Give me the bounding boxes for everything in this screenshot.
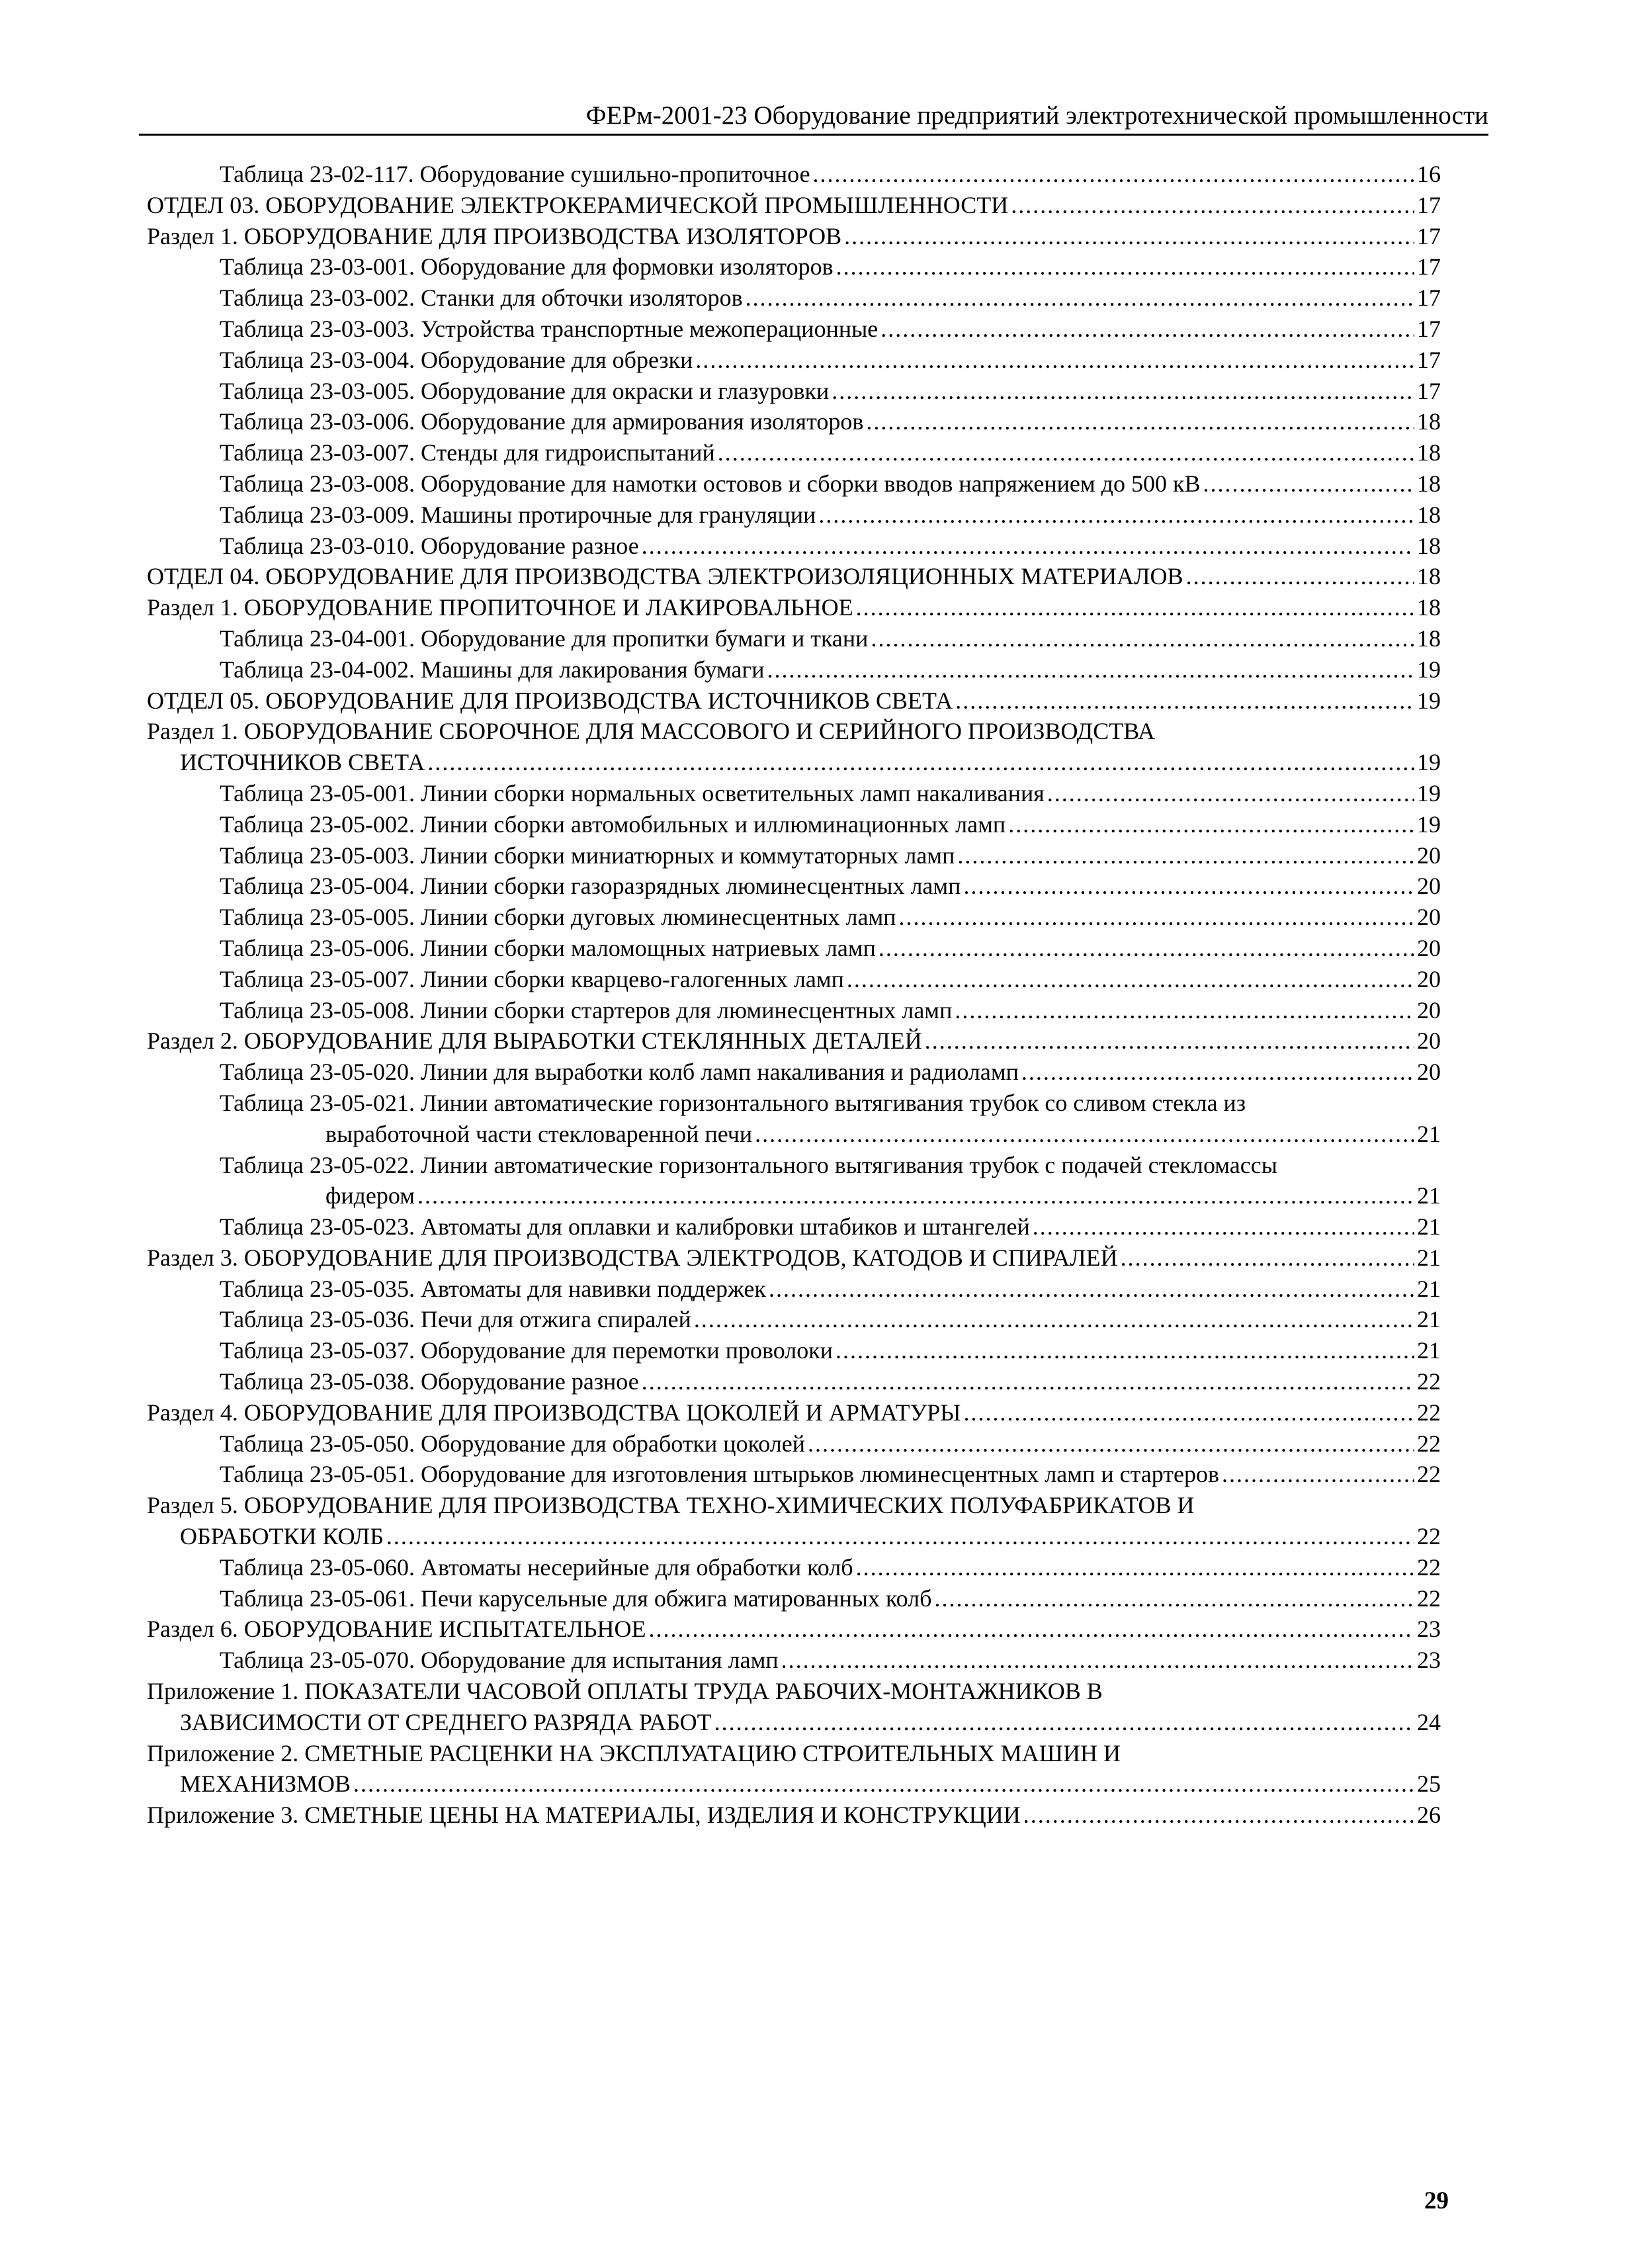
toc-page-number: 20 (1417, 996, 1441, 1024)
toc-entry-section[interactable] (147, 1614, 1441, 1645)
toc-page-number: 24 (1417, 1708, 1441, 1735)
toc-page-number: 21 (1417, 1306, 1441, 1333)
dot-leader (856, 592, 1414, 623)
toc-entry-appendix[interactable] (147, 1800, 1441, 1831)
toc-entry-section[interactable] (147, 716, 1441, 778)
dot-leader (755, 1119, 1414, 1150)
toc-entry-title: Таблица 23-05-003. Линии сборки миниатюрных и коммутаторных ламп (220, 842, 955, 869)
dot-leader (964, 1397, 1414, 1428)
dot-leader (844, 221, 1414, 252)
toc-page-number: 18 (1417, 563, 1441, 590)
toc-entry-title: фидером (325, 1182, 415, 1209)
toc-page-number: 17 (1417, 377, 1441, 404)
toc-entry-title: Таблица 23-03-006. Оборудование для армирования изоляторов (220, 408, 864, 435)
toc-page-number: 18 (1417, 625, 1441, 652)
dot-leader (899, 902, 1414, 933)
dot-leader (1047, 778, 1414, 809)
dot-leader (832, 376, 1414, 407)
toc-page-number: 17 (1417, 222, 1441, 249)
dot-leader (695, 345, 1414, 376)
toc-page-number: 19 (1417, 779, 1441, 807)
toc-page-number: 20 (1417, 873, 1441, 900)
toc-entry-table[interactable] (147, 314, 1441, 345)
toc-page-number: 21 (1417, 1213, 1441, 1241)
dot-leader (386, 1521, 1414, 1552)
toc-entry-table[interactable] (147, 1459, 1441, 1490)
toc-page-number: 25 (1417, 1770, 1441, 1798)
toc-entry-title: Таблица 23-04-001. Оборудование для пропитки бумаги и ткани (220, 625, 869, 652)
dot-leader (1121, 1243, 1414, 1274)
toc-entry-title: Таблица 23-05-022. Линии автоматические горизонтального вытягивания трубок с подачей стекломассы (220, 1151, 1277, 1178)
toc-entry-table[interactable] (147, 1211, 1441, 1243)
toc-page-number: 19 (1417, 656, 1441, 683)
toc-entry-table[interactable] (147, 995, 1441, 1026)
toc-entry-title: Таблица 23-05-008. Линии сборки стартеров для люминесцентных ламп (220, 996, 953, 1024)
toc-page-number: 18 (1417, 594, 1441, 621)
dot-leader (718, 437, 1414, 468)
toc-entry-section[interactable] (147, 1025, 1441, 1057)
toc-entry-table[interactable] (147, 531, 1441, 562)
toc-entry-title: Раздел 2. ОБОРУДОВАНИЕ ДЛЯ ВЫРАБОТКИ СТЕКЛЯННЫХ ДЕТАЛЕЙ (147, 1027, 922, 1055)
toc-page-number: 18 (1417, 408, 1441, 435)
toc-entry-title: Таблица 23-03-005. Оборудование для окраски и глазуровки (220, 377, 830, 404)
toc-entry-title: Таблица 23-03-007. Стенды для гидроиспытаний (220, 439, 715, 466)
toc-page-number: 17 (1417, 346, 1441, 373)
toc-entry-title: МЕХАНИЗМОВ (180, 1770, 351, 1798)
toc-page-number: 22 (1417, 1523, 1441, 1550)
dot-leader (808, 1428, 1414, 1460)
toc-entry-title: Раздел 3. ОБОРУДОВАНИЕ ДЛЯ ПРОИЗВОДСТВА ЭЛЕКТРОДОВ, КАТОДОВ И СПИРАЛЕЙ (147, 1244, 1118, 1271)
dot-leader (836, 251, 1414, 283)
toc-page-number: 20 (1417, 965, 1441, 992)
toc-entry-section[interactable] (147, 592, 1441, 623)
toc-entry-section[interactable] (147, 1243, 1441, 1274)
dot-leader (871, 623, 1414, 654)
dot-leader (818, 500, 1414, 531)
dot-leader (878, 933, 1414, 964)
toc-entry-title: ОТДЕЛ 05. ОБОРУДОВАНИЕ ДЛЯ ПРОИЗВОДСТВА ИСТОЧНИКОВ СВЕТА (147, 687, 953, 714)
dot-leader (714, 1707, 1414, 1738)
toc-entry-table[interactable] (147, 1583, 1441, 1614)
toc-page-number: 22 (1417, 1585, 1441, 1612)
toc-entry-table[interactable] (147, 623, 1441, 654)
toc-page-number: 23 (1417, 1647, 1441, 1674)
toc-entry-table[interactable] (147, 1150, 1441, 1212)
toc-page-number: 20 (1417, 1027, 1441, 1055)
dot-leader (781, 1645, 1414, 1676)
dot-leader (963, 871, 1414, 902)
dot-leader (1021, 1057, 1414, 1088)
toc-page-number: 18 (1417, 501, 1441, 528)
dot-leader (1222, 1459, 1414, 1490)
toc-page-number: 21 (1417, 1182, 1441, 1209)
toc-entry-table[interactable] (147, 500, 1441, 531)
dot-leader (957, 840, 1414, 871)
toc-page-number: 17 (1417, 315, 1441, 342)
toc-entry-title: Таблица 23-05-035. Автоматы для навивки поддержек (220, 1275, 766, 1302)
dot-leader (1011, 190, 1414, 221)
toc-page-number: 18 (1417, 439, 1441, 466)
toc-entry-table[interactable] (147, 1088, 1441, 1150)
toc-page-number: 23 (1417, 1616, 1441, 1643)
toc-entry-title: Таблица 23-02-117. Оборудование сушильно-пропиточное (220, 161, 810, 187)
toc-entry-title: Раздел 1. ОБОРУДОВАНИЕ ДЛЯ ПРОИЗВОДСТВА ИЗОЛЯТОРОВ (147, 222, 842, 249)
toc-entry-table[interactable] (147, 437, 1441, 468)
dot-leader (880, 314, 1414, 345)
toc-entry-title: Таблица 23-05-070. Оборудование для испытания ламп (220, 1647, 779, 1674)
toc-entry-title: Раздел 6. ОБОРУДОВАНИЕ ИСПЫТАТЕЛЬНОЕ (147, 1616, 646, 1643)
page-number: 29 (1424, 2187, 1449, 2214)
toc-entry-table[interactable] (147, 809, 1441, 840)
toc-page-number: 16 (1417, 161, 1441, 187)
toc-entry-title: Таблица 23-03-001. Оборудование для формовки изоляторов (220, 253, 834, 281)
toc-entry-title: Таблица 23-03-008. Оборудование для намотки остовов и сборки вводов напряжением до 500 кВ (220, 470, 1201, 497)
toc-entry-title: Раздел 1. ОБОРУДОВАНИЕ ПРОПИТОЧНОЕ И ЛАКИРОВАЛЬНОЕ (147, 594, 853, 621)
toc-page-number: 22 (1417, 1430, 1441, 1457)
toc-entry-title: Таблица 23-05-060. Автоматы несерийные для обработки колб (220, 1553, 853, 1581)
toc-entry-table[interactable] (147, 654, 1441, 685)
toc-entry-section[interactable] (147, 1397, 1441, 1428)
toc-page-number: 19 (1417, 749, 1441, 776)
toc-page-number: 22 (1417, 1553, 1441, 1581)
dot-leader (427, 747, 1414, 778)
toc-entry-table[interactable] (147, 468, 1441, 500)
dot-leader (955, 685, 1414, 717)
toc-entry-title: Приложение 3. СМЕТНЫЕ ЦЕНЫ НА МАТЕРИАЛЫ, ИЗДЕЛИЯ И КОНСТРУКЦИИ (147, 1802, 1021, 1829)
dot-leader (694, 1304, 1414, 1335)
toc-page-number: 19 (1417, 687, 1441, 714)
dot-leader (1033, 1211, 1414, 1243)
toc-entry-table[interactable] (147, 1552, 1441, 1583)
toc-entry-appendix[interactable] (147, 1676, 1441, 1738)
toc-entry-table[interactable] (147, 933, 1441, 964)
toc-entry-table[interactable] (147, 376, 1441, 407)
toc-entry-table[interactable] (147, 1274, 1441, 1305)
toc-entry-section[interactable] (147, 1490, 1441, 1552)
toc-entry-title: Таблица 23-03-009. Машины протирочные для грануляции (220, 501, 816, 528)
toc-entry-title: ИСТОЧНИКОВ СВЕТА (180, 749, 425, 776)
toc-entry-title: Таблица 23-03-004. Оборудование для обрезки (220, 346, 693, 373)
dot-leader (649, 1614, 1414, 1645)
toc-entry-table[interactable] (147, 283, 1441, 314)
toc-entry-title: Таблица 23-03-002. Станки для обточки изоляторов (220, 284, 743, 312)
dot-leader (835, 1335, 1414, 1366)
toc-page-number: 26 (1417, 1802, 1441, 1829)
dot-leader (1008, 809, 1414, 840)
toc-page-number: 20 (1417, 1059, 1441, 1086)
toc-entry-title: Таблица 23-04-002. Машины для лакирования бумаги (220, 656, 765, 683)
toc-page-number: 22 (1417, 1368, 1441, 1395)
toc-entry-title: ОТДЕЛ 03. ОБОРУДОВАНИЕ ЭЛЕКТРОКЕРАМИЧЕСКОЙ ПРОМЫШЛЕННОСТИ (147, 191, 1009, 218)
toc-page-number: 17 (1417, 284, 1441, 312)
dot-leader (746, 283, 1414, 314)
toc-page-number: 21 (1417, 1120, 1441, 1147)
dot-leader (642, 1366, 1414, 1397)
toc-entry-title: Таблица 23-05-006. Линии сборки маломощных натриевых ламп (220, 934, 876, 961)
toc-entry-table[interactable] (147, 251, 1441, 283)
toc-entry-title: ОТДЕЛ 04. ОБОРУДОВАНИЕ ДЛЯ ПРОИЗВОДСТВА ЭЛЕКТРОИЗОЛЯЦИОННЫХ МАТЕРИАЛОВ (147, 563, 1183, 590)
toc-entry-title: Таблица 23-05-038. Оборудование разное (220, 1368, 639, 1395)
toc-entry-title: Таблица 23-05-002. Линии сборки автомобильных и иллюминационных ламп (220, 810, 1006, 838)
toc-entry-title: Таблица 23-05-037. Оборудование для перемотки проволоки (220, 1337, 833, 1364)
toc-entry-appendix[interactable] (147, 1738, 1441, 1800)
toc-entry-dept[interactable] (147, 561, 1441, 592)
toc-entry-title: Раздел 4. ОБОРУДОВАНИЕ ДЛЯ ПРОИЗВОДСТВА ЦОКОЛЕЙ И АРМАТУРЫ (147, 1399, 961, 1426)
dot-leader (866, 406, 1414, 437)
dot-leader (353, 1768, 1414, 1800)
toc-page-number: 18 (1417, 470, 1441, 497)
toc-entry-dept[interactable] (147, 190, 1441, 221)
toc-entry-title: Таблица 23-05-004. Линии сборки газоразрядных люминесцентных ламп (220, 873, 961, 900)
toc-entry-table[interactable] (147, 1304, 1441, 1335)
toc-entry-table[interactable] (147, 902, 1441, 933)
toc-entry-table[interactable] (147, 871, 1441, 902)
dot-leader (642, 531, 1414, 562)
toc-entry-title: Таблица 23-05-001. Линии сборки нормальных осветительных ламп накаливания (220, 779, 1045, 807)
toc-entry-title: Раздел 1. ОБОРУДОВАНИЕ СБОРОЧНОЕ ДЛЯ МАССОВОГО И СЕРИЙНОГО ПРОИЗВОДСТВА (147, 718, 1155, 745)
toc-entry-title: Таблица 23-05-021. Линии автоматические горизонтального вытягивания трубок со сливом стекла из (220, 1089, 1246, 1116)
toc-page-number: 21 (1417, 1275, 1441, 1302)
dot-leader (1203, 468, 1414, 500)
toc-entry-table[interactable] (147, 1057, 1441, 1088)
toc-entry-title: Таблица 23-05-007. Линии сборки кварцево-галогенных ламп (220, 965, 844, 992)
toc-entry-title: Таблица 23-03-010. Оборудование разное (220, 532, 639, 559)
dot-leader (856, 1552, 1414, 1583)
toc-entry-table[interactable] (147, 345, 1441, 376)
toc-entry-title: Раздел 5. ОБОРУДОВАНИЕ ДЛЯ ПРОИЗВОДСТВА ТЕХНО-ХИМИЧЕСКИХ ПОЛУФАБРИКАТОВ И (147, 1492, 1195, 1519)
toc-entry-title: Таблица 23-05-020. Линии для выработки колб ламп накаливания и радиоламп (220, 1059, 1019, 1086)
toc-entry-table[interactable] (147, 406, 1441, 437)
toc-entry-section[interactable] (147, 221, 1441, 252)
toc-page-number: 17 (1417, 191, 1441, 218)
toc-entry-title: Приложение 1. ПОКАЗАТЕЛИ ЧАСОВОЙ ОПЛАТЫ ТРУДА РАБОЧИХ-МОНТАЖНИКОВ В (147, 1678, 1103, 1705)
dot-leader (1023, 1800, 1414, 1831)
toc-entry-table[interactable] (147, 159, 1441, 190)
toc-page-number: 20 (1417, 842, 1441, 869)
running-header: ФЕРм-2001-23 Оборудование предприятий электротехнической промышленности (139, 99, 1488, 136)
dot-leader (769, 1274, 1414, 1305)
toc-page-number: 20 (1417, 904, 1441, 931)
dot-leader (767, 654, 1414, 685)
toc-entry-title: Таблица 23-03-003. Устройства транспортные межоперационные (220, 315, 878, 342)
toc-page-number: 17 (1417, 253, 1441, 281)
dot-leader (934, 1583, 1414, 1614)
toc-entry-title: Таблица 23-05-051. Оборудование для изготовления штырьков люминесцентных ламп и стартеров (220, 1461, 1219, 1488)
toc-entry-table[interactable] (147, 778, 1441, 809)
dot-leader (813, 159, 1414, 190)
toc-entry-title: Таблица 23-05-050. Оборудование для обработки цоколей (220, 1430, 805, 1457)
dot-leader (955, 995, 1414, 1026)
toc-page-number: 19 (1417, 810, 1441, 838)
dot-leader (417, 1180, 1414, 1211)
toc-entry-table[interactable] (147, 964, 1441, 995)
toc-entry-title: выработочной части стекловаренной печи (325, 1120, 753, 1147)
toc-page-number: 21 (1417, 1244, 1441, 1271)
toc-entry-table[interactable] (147, 1428, 1441, 1460)
toc-entry-title: Таблица 23-05-061. Печи карусельные для обжига матированных колб (220, 1585, 932, 1612)
toc-page-number: 20 (1417, 934, 1441, 961)
toc-page-number: 22 (1417, 1461, 1441, 1488)
toc-entry-title: Приложение 2. СМЕТНЫЕ РАСЦЕНКИ НА ЭКСПЛУАТАЦИЮ СТРОИТЕЛЬНЫХ МАШИН И (147, 1739, 1121, 1766)
toc-entry-dept[interactable] (147, 685, 1441, 717)
toc-entry-table[interactable] (147, 1645, 1441, 1676)
toc-page-number: 18 (1417, 532, 1441, 559)
toc-entry-title: ЗАВИСИМОСТИ ОТ СРЕДНЕГО РАЗРЯДА РАБОТ (180, 1708, 712, 1735)
toc-entry-table[interactable] (147, 1335, 1441, 1366)
toc-entry-title: ОБРАБОТКИ КОЛБ (180, 1523, 384, 1550)
dot-leader (925, 1025, 1414, 1057)
table-of-contents (147, 159, 1441, 1831)
toc-entry-table[interactable] (147, 1366, 1441, 1397)
toc-entry-title: Таблица 23-05-005. Линии сборки дуговых люминесцентных ламп (220, 904, 896, 931)
dot-leader (1186, 561, 1414, 592)
toc-entry-title: Таблица 23-05-023. Автоматы для оплавки и калибровки штабиков и штангелей (220, 1213, 1030, 1241)
toc-page-number: 21 (1417, 1337, 1441, 1364)
toc-entry-title: Таблица 23-05-036. Печи для отжига спиралей (220, 1306, 691, 1333)
toc-entry-table[interactable] (147, 840, 1441, 871)
dot-leader (847, 964, 1414, 995)
toc-page-number: 22 (1417, 1399, 1441, 1426)
